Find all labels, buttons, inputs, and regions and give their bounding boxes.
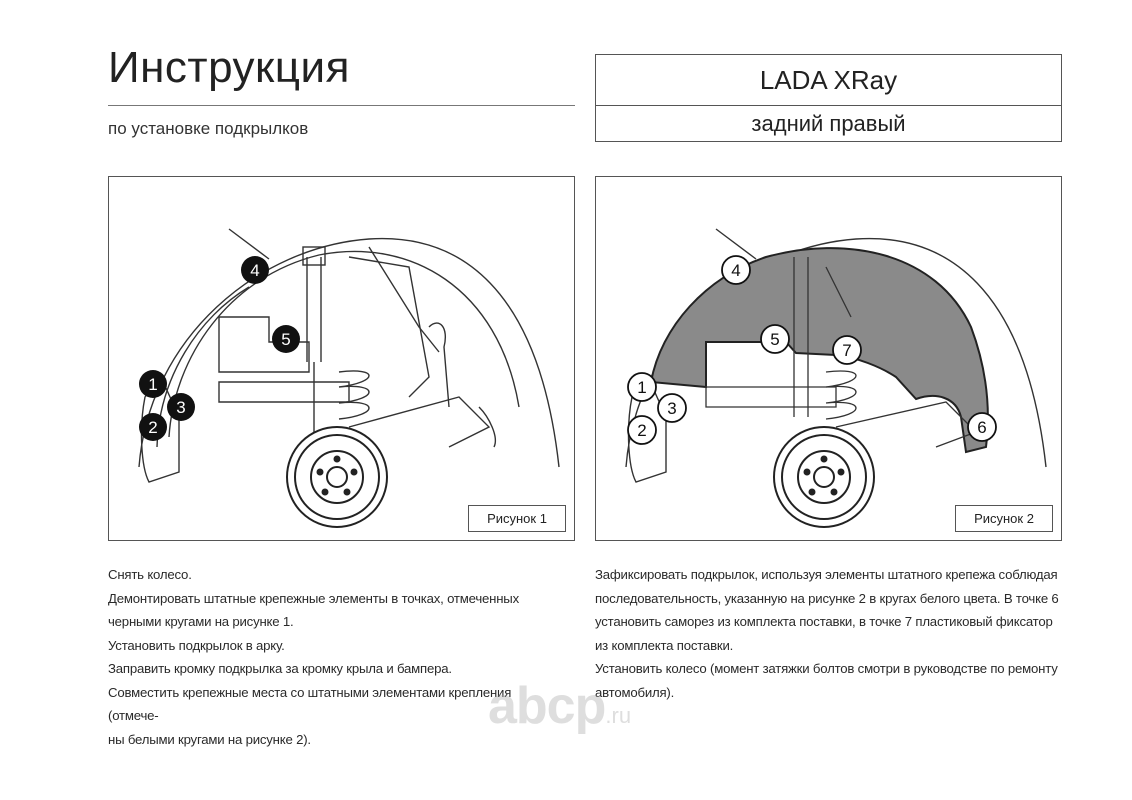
model-box — [595, 54, 1062, 142]
svg-text:3: 3 — [667, 399, 677, 418]
marker-2-white — [628, 416, 656, 444]
figure-2 — [595, 176, 1062, 541]
title-divider — [108, 105, 575, 106]
svg-text:1: 1 — [637, 378, 647, 397]
model-side: задний правый — [751, 110, 906, 136]
instruction-line: ны белыми кругами на рисунке 2). — [108, 731, 311, 747]
marker-5-white — [761, 325, 789, 353]
instruction-line: установить саморез из комплекта поставки, в точке 7 пластиковый фиксатор — [595, 614, 1053, 629]
instruction-line: Заправить кромку подкрылка за кромку крыла и бампера. — [108, 661, 452, 676]
fender-liner — [651, 248, 988, 452]
instruction-line: Демонтировать штатные крепежные элементы в точках, отмеченных — [108, 590, 519, 606]
watermark-main: abcp — [488, 677, 606, 735]
model-name: LADA XRay — [596, 55, 1061, 106]
instruction-line: Установить подкрылок в арку. — [108, 637, 285, 653]
instructions-right — [595, 563, 1065, 704]
figure-1-drawing — [109, 177, 575, 541]
marker-4-white — [722, 256, 750, 284]
svg-text:2: 2 — [148, 418, 158, 437]
svg-text:1: 1 — [148, 375, 158, 394]
wheel-hub-1 — [287, 427, 387, 527]
figure-1 — [108, 176, 575, 541]
instructions-left — [108, 563, 548, 751]
figure-1-label: Рисунок 1 — [468, 505, 566, 532]
svg-text:6: 6 — [977, 418, 987, 437]
wheel-hub-2 — [774, 427, 874, 527]
instruction-line: последовательность, указанную на рисунке 2 в кругах белого цвета. В точке 6 — [595, 590, 1059, 606]
svg-text:5: 5 — [281, 330, 291, 349]
svg-text:3: 3 — [176, 398, 186, 417]
marker-6-white — [968, 413, 996, 441]
svg-text:4: 4 — [731, 261, 741, 280]
svg-text:7: 7 — [842, 341, 852, 360]
instruction-line: автомобиля). — [595, 684, 675, 700]
marker-4 — [241, 256, 269, 284]
instruction-line: из комплекта поставки. — [595, 637, 734, 653]
instruction-line: Совместить крепежные места со штатными элементами крепления (отмече- — [108, 684, 512, 723]
marker-7-white — [833, 336, 861, 364]
marker-1 — [139, 370, 167, 398]
figure-2-drawing — [596, 177, 1062, 541]
figure-2-label: Рисунок 2 — [955, 505, 1053, 532]
watermark — [488, 677, 632, 735]
instruction-line: Снять колесо. — [108, 567, 192, 582]
marker-5 — [272, 325, 300, 353]
instruction-line: Установить колесо (момент затяжки болтов смотри в руководстве по ремонту — [595, 661, 1058, 676]
page-subtitle: по установке подкрылков — [108, 119, 309, 138]
instruction-line: черными кругами на рисунке 1. — [108, 614, 294, 629]
marker-2 — [139, 413, 167, 441]
svg-text:2: 2 — [637, 421, 647, 440]
watermark-suffix: .ru — [605, 703, 632, 728]
svg-text:5: 5 — [770, 330, 780, 349]
page-title: Инструкция — [108, 43, 350, 92]
marker-3 — [167, 393, 195, 421]
marker-3-white — [658, 394, 686, 422]
instruction-line: Зафиксировать подкрылок, используя элементы штатного крепежа соблюдая — [595, 567, 1058, 582]
svg-text:4: 4 — [250, 261, 260, 280]
marker-1-white — [628, 373, 656, 401]
